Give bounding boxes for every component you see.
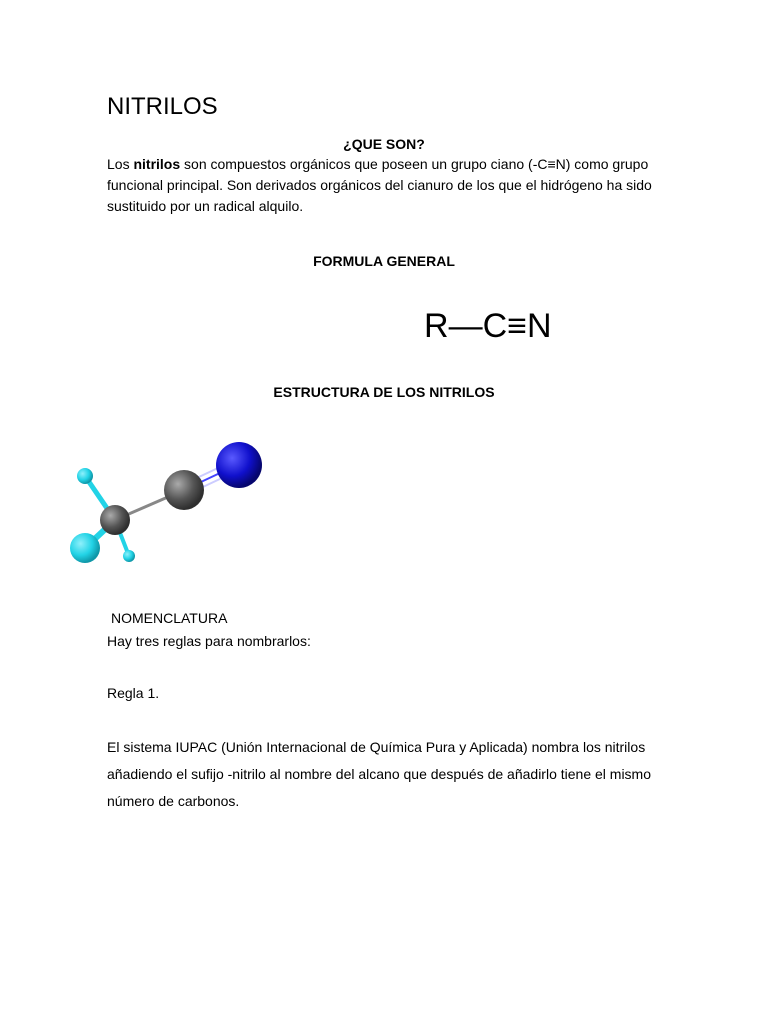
molecule-svg	[60, 428, 280, 578]
rule-1-label: Regla 1.	[107, 685, 160, 701]
formula-triple-bond: ≡	[507, 307, 527, 345]
rule-1-text: El sistema IUPAC (Unión Internacional de Química Pura y Aplicada) nombra los nitrilos añadiendo el sufijo -nitrilo al nombre del alcano que después de añadirlo tiene el mismo número de carbonos.	[107, 739, 652, 809]
acetonitrile-ball-and-stick-model	[60, 428, 280, 583]
section-heading-estructura: ESTRUCTURA DE LOS NITRILOS	[273, 384, 495, 400]
carbon-atom-methyl	[100, 505, 130, 535]
page-title: NITRILOS	[107, 93, 218, 120]
formula-r: R	[424, 307, 449, 345]
section-heading-que-son: ¿QUE SON?	[343, 136, 425, 152]
intro-rest: son compuestos orgánicos que poseen un grupo ciano (-C≡N) como grupo funcional principal. Son derivados orgánicos del cianuro de los que el hidrógeno ha sido sustituido por un radical alquilo.	[107, 156, 652, 214]
section-heading-nomenclatura: NOMENCLATURA	[111, 610, 228, 626]
formula-n: N	[526, 307, 552, 345]
formula-single-bond: —	[448, 307, 483, 345]
carbon-atom-nitrile	[164, 470, 204, 510]
intro-paragraph	[107, 154, 667, 217]
rules-intro: Hay tres reglas para nombrarlos:	[107, 633, 311, 649]
intro-bold-term: nitrilos	[133, 156, 181, 172]
intro-prefix: Los	[107, 156, 134, 172]
hydrogen-atom-1	[77, 468, 93, 484]
hydrogen-atom-3	[123, 550, 135, 562]
hydrogen-atom-2	[70, 533, 100, 563]
formula-c: C	[482, 307, 508, 345]
general-formula	[424, 306, 552, 346]
nitrogen-atom	[216, 442, 262, 488]
section-heading-formula-general: FORMULA GENERAL	[313, 253, 455, 269]
